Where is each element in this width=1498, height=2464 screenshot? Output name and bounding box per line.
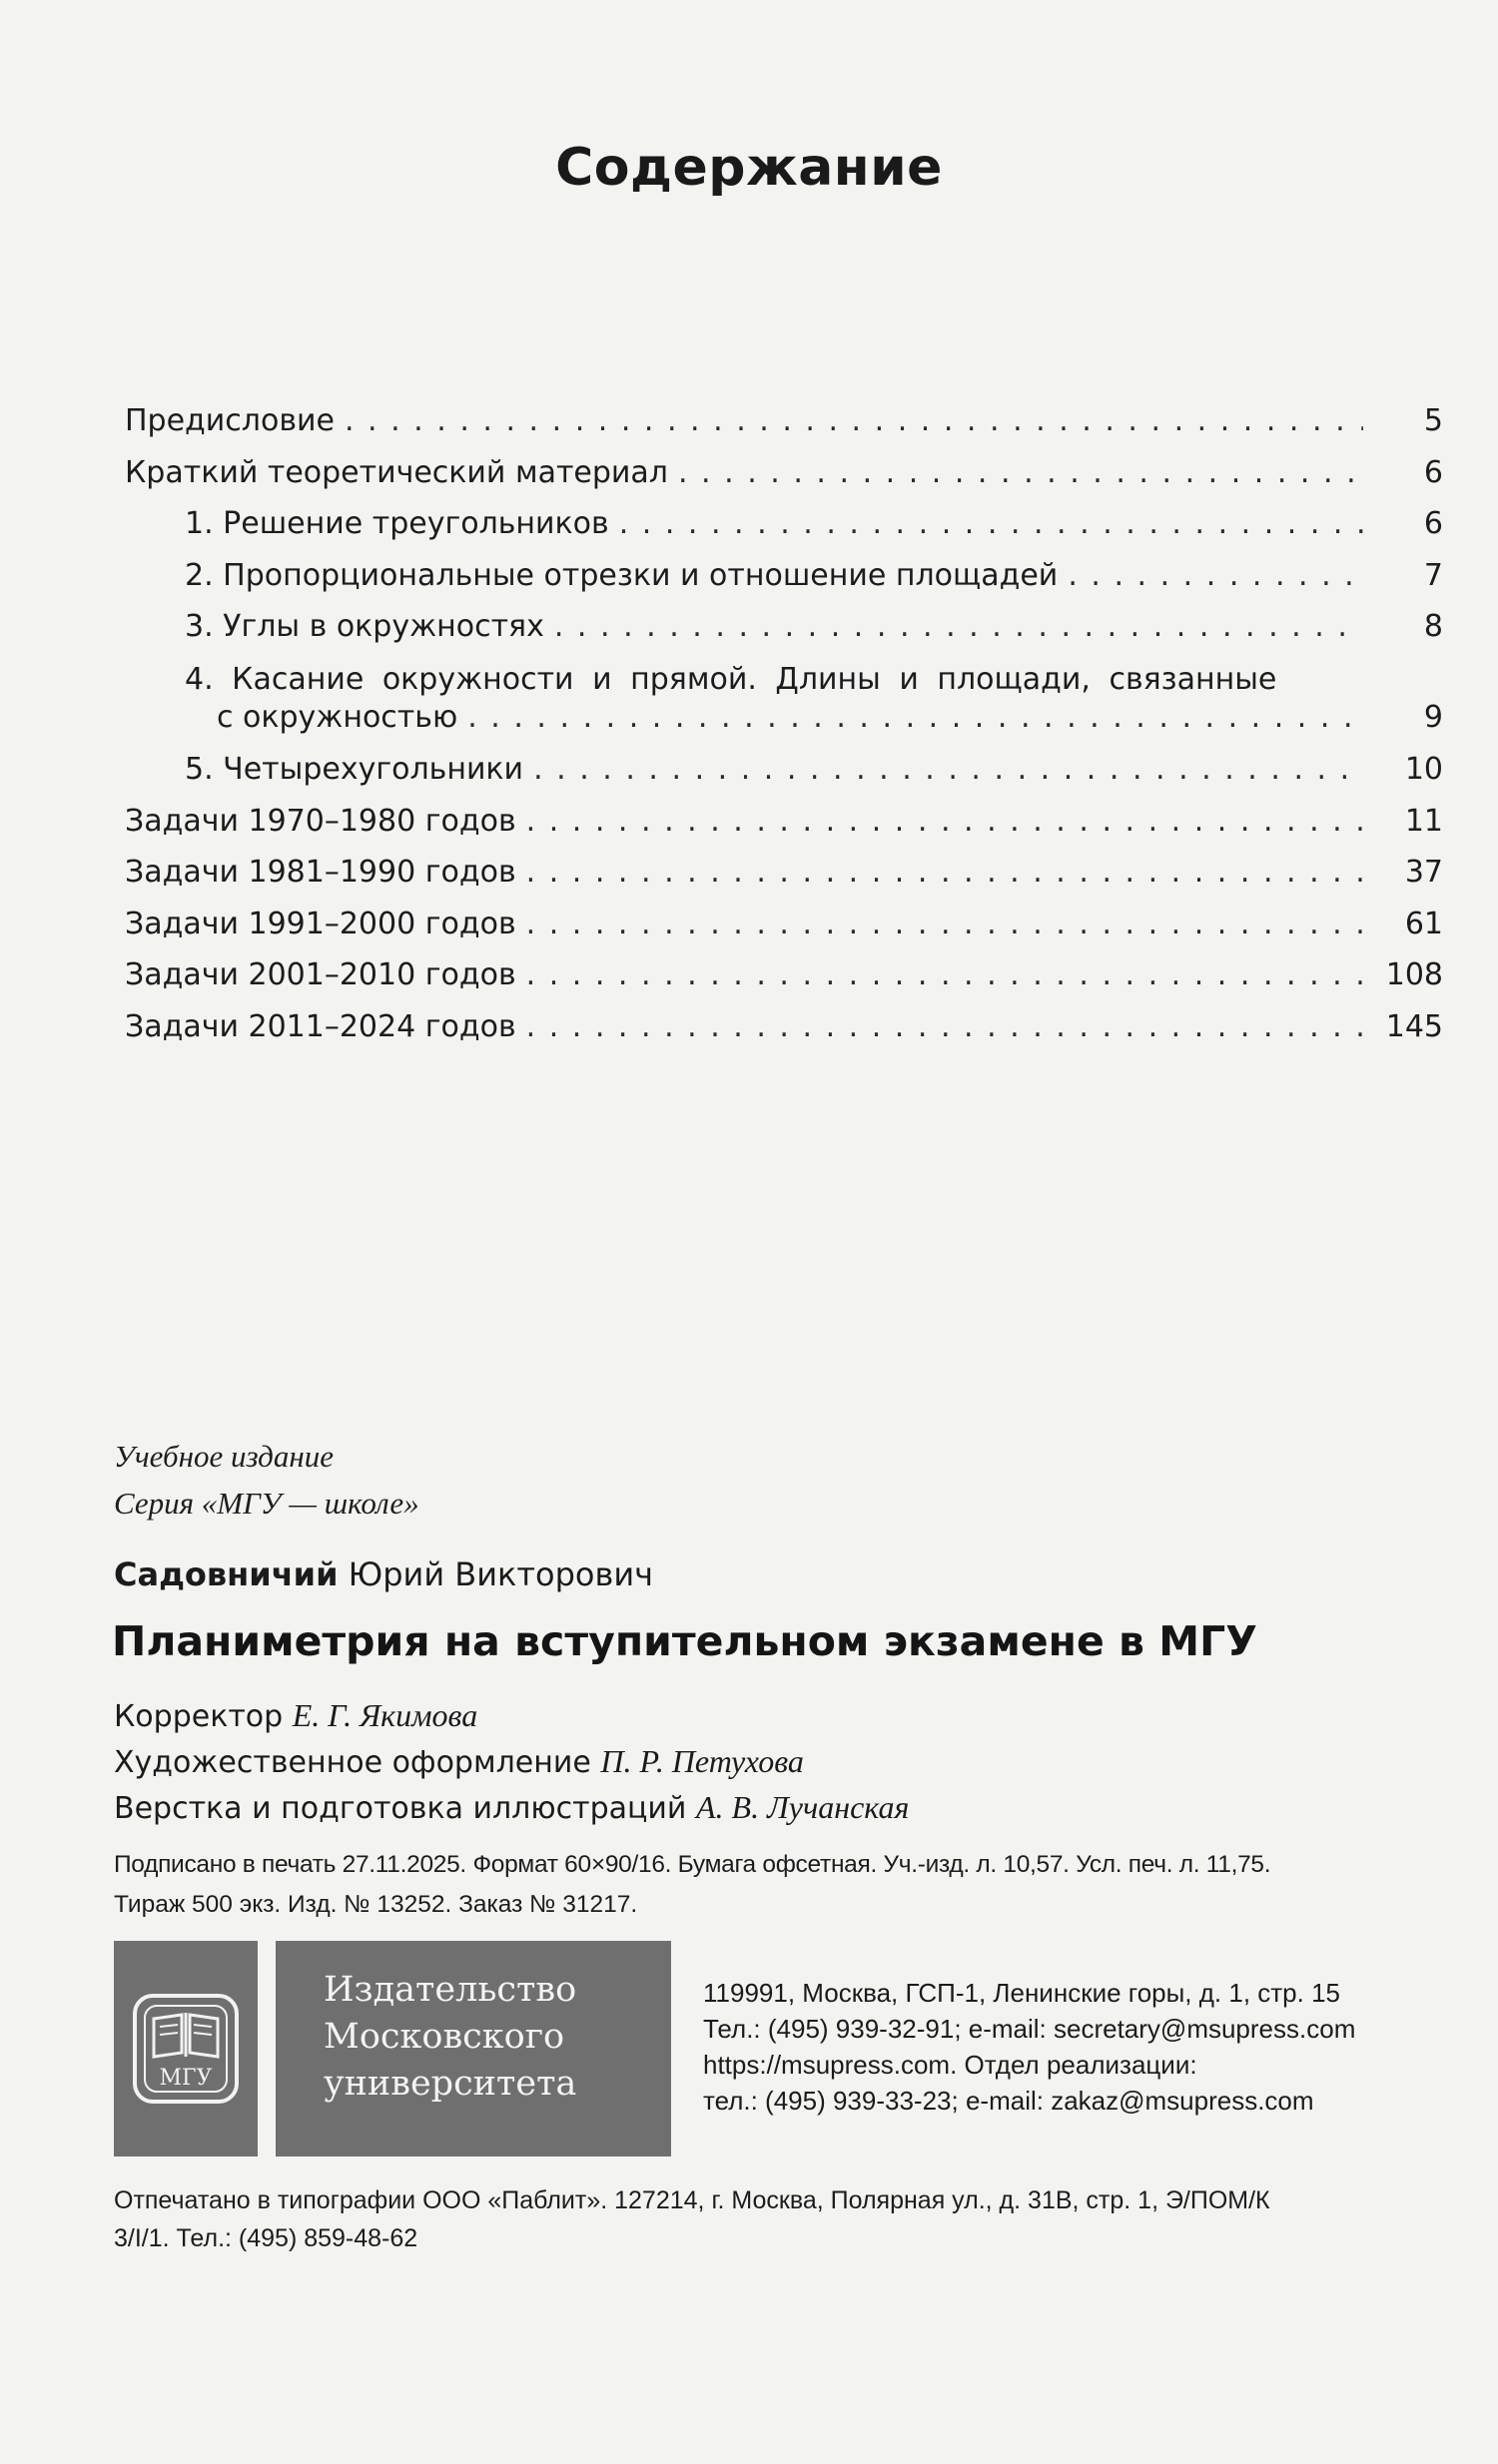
toc-entry xyxy=(125,402,1443,440)
toc-entry-page: 10 xyxy=(1404,752,1443,787)
book-title: Планиметрия на вступительном экзамене в МГУ xyxy=(112,1617,1257,1665)
toc-leader-dots xyxy=(526,854,1363,892)
toc-leader-dots xyxy=(678,454,1363,492)
toc-entry xyxy=(125,454,1443,492)
toc-entry-label: 3. Углы в окружностях xyxy=(185,609,544,644)
toc-entry-page: 145 xyxy=(1385,1009,1443,1044)
toc-entry-label: Предисловие xyxy=(125,403,335,438)
publisher-website: https://msupress.com. Отдел реализации: xyxy=(703,2050,1197,2080)
toc-entry-continuation xyxy=(217,699,1443,737)
toc-entry-page: 7 xyxy=(1423,558,1443,593)
credit-role: Корректор xyxy=(114,1699,284,1734)
toc-entry xyxy=(125,906,1443,943)
toc-entry-label: 2. Пропорциональные отрезки и отношение площадей xyxy=(185,558,1059,593)
credit-person: П. Р. Петухова xyxy=(600,1743,804,1779)
credit-line xyxy=(114,1789,909,1826)
credit-role: Художественное оформление xyxy=(114,1745,591,1780)
toc-entry-page: 5 xyxy=(1423,403,1443,438)
credit-role: Верстка и подготовка иллюстраций xyxy=(114,1791,687,1826)
credit-line xyxy=(114,1697,477,1734)
toc-entry-label: 5. Четырехугольники xyxy=(185,752,524,787)
toc-leader-dots xyxy=(467,699,1363,737)
publisher-address: 119991, Москва, ГСП-1, Ленинские горы, д. 1, стр. 15 xyxy=(703,1978,1341,2008)
author-given-name: Юрий Викторович xyxy=(348,1555,654,1593)
print-details: Подписано в печать 27.11.2025. Формат 60×90/16. Бумага офсетная. Уч.-изд. л. 10,57. Усл. печ. л. 11,75. xyxy=(114,1851,1271,1878)
logo-text: МГУ xyxy=(159,2066,213,2091)
contents-title: Содержание xyxy=(555,138,943,198)
toc-entry xyxy=(125,803,1443,841)
publisher-name-line: университета xyxy=(324,2064,577,2104)
toc-leader-dots xyxy=(526,1008,1363,1046)
credit-person: А. В. Лучанская xyxy=(695,1789,910,1825)
toc-entry-page: 6 xyxy=(1423,455,1443,490)
series-name: Серия «МГУ — школе» xyxy=(114,1486,419,1521)
toc-leader-dots xyxy=(554,608,1363,646)
toc-entry-page: 9 xyxy=(1423,700,1443,735)
toc-entry-label: Задачи 2011–2024 годов xyxy=(125,1009,516,1044)
print-run-details: Тираж 500 экз. Изд. № 13252. Заказ № 31217. xyxy=(114,1891,638,1918)
toc-entry-page: 108 xyxy=(1385,957,1443,992)
toc-entry xyxy=(185,505,1443,543)
msu-emblem-icon xyxy=(132,1993,240,2105)
toc-entry-label: Краткий теоретический материал xyxy=(125,455,668,490)
toc-leader-dots xyxy=(526,803,1363,841)
toc-entry xyxy=(185,557,1443,595)
publisher-name-line: Издательство xyxy=(324,1970,577,2010)
author-name xyxy=(114,1555,653,1593)
toc-leader-dots xyxy=(526,906,1363,943)
toc-entry-multiline xyxy=(185,661,1443,699)
toc-leader-dots xyxy=(619,505,1363,543)
sales-contact: тел.: (495) 939-33-23; e-mail: zakaz@msupress.com xyxy=(703,2086,1314,2116)
credit-line xyxy=(114,1743,804,1780)
toc-entry-page: 37 xyxy=(1404,855,1443,890)
toc-entry-page: 61 xyxy=(1404,907,1443,941)
toc-entry-page: 6 xyxy=(1423,506,1443,541)
toc-leader-dots xyxy=(533,751,1363,789)
publisher-contacts xyxy=(703,1975,1355,2119)
printer-info: Отпечатано в типографии ООО «Паблит». 127214, г. Москва, Полярная ул., д. 31В, стр. 1, Э/ПОМ/К xyxy=(114,2186,1270,2214)
toc-entry-page: 8 xyxy=(1423,609,1443,644)
toc-entry-label: 1. Решение треугольников xyxy=(185,506,609,541)
publisher-name-block xyxy=(276,1941,671,2156)
credit-person: Е. Г. Якимова xyxy=(292,1697,478,1733)
toc-entry-label: Задачи 1991–2000 годов xyxy=(125,907,516,941)
toc-entry-label: с окружностью xyxy=(217,700,458,735)
toc-entry xyxy=(125,956,1443,994)
msu-logo xyxy=(114,1941,258,2156)
edition-type: Учебное издание xyxy=(114,1439,334,1474)
toc-entry xyxy=(125,1008,1443,1046)
toc-entry-label: 4. Касание окружности и прямой. Длины и площади, связанные xyxy=(185,662,1277,697)
toc-entry-label: Задачи 2001–2010 годов xyxy=(125,957,516,992)
toc-entry-page: 11 xyxy=(1404,804,1443,839)
toc-entry xyxy=(185,608,1443,646)
toc-leader-dots xyxy=(526,956,1363,994)
toc-entry-label: Задачи 1981–1990 годов xyxy=(125,855,516,890)
toc-entry xyxy=(125,854,1443,892)
publisher-name-line: Московского xyxy=(324,2017,565,2057)
publisher-phone-email: Тел.: (495) 939-32-91; e-mail: secretary@msupress.com xyxy=(703,2014,1356,2044)
toc-leader-dots xyxy=(345,402,1363,440)
author-surname: Садовничий xyxy=(114,1555,339,1593)
printer-info-continued: 3/I/1. Тел.: (495) 859-48-62 xyxy=(114,2224,418,2252)
toc-entry xyxy=(185,751,1443,789)
toc-entry-label: Задачи 1970–1980 годов xyxy=(125,804,516,839)
toc-leader-dots xyxy=(1068,557,1363,595)
